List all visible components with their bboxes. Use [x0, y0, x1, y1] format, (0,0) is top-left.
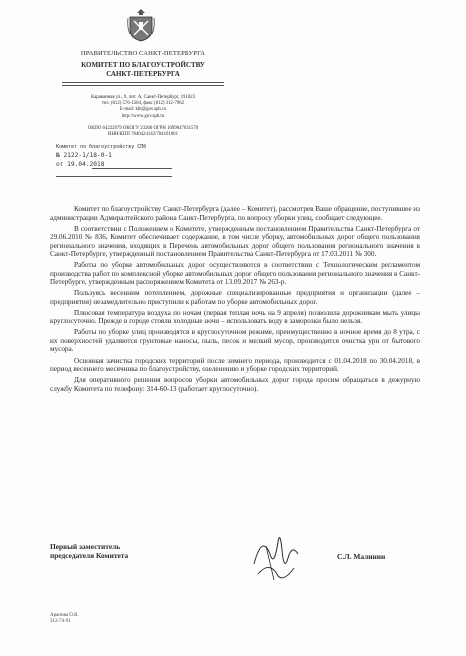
stamp-blank-line — [56, 176, 172, 177]
paragraph: Пользуясь весенним потеплением, дорожные специализированные предприятия и организации (далее – предприятия) незамедлительно приступили к работам по уборке автомобильных дорог. — [50, 289, 420, 306]
executor-name: Арапова О.В. — [50, 613, 79, 618]
executor-phone: 312-74-91 — [50, 619, 71, 625]
handwritten-signature — [248, 524, 304, 582]
codes-line: ОКПО 64222979 ОКОГУ 23260 ОГРН 1099847031570 — [87, 126, 199, 131]
paragraph: Плюсовая температура воздуха по ночам (первая теплая ночь на 9 апреля) позволила дорожникам мыть улицы круглосуточно. Прежде в городе стояли холодные ночи – использовать воду в заморозки было нельзя. — [50, 308, 420, 326]
address-line: Караванная ул., 9, лит. А, Санкт-Петербург, 191023 — [90, 95, 196, 100]
letterhead-divider — [62, 82, 224, 83]
email-line: E-mail: kbt@gov.spb.ru — [119, 107, 167, 113]
paragraph: Работы по уборке автомобильных дорог осуществляются в соответствии с Технологическим регламентом производства работ по комплексной уборке автомобильных дорог общего пользования регионального значения в Санкт-Петербурге, утвержденным распоряжением Комитета от 13.09.2017 № 263-р. — [50, 261, 420, 287]
web-line: http://www.gov.spb.ru — [121, 113, 165, 119]
phone-line: тел. (812) 576-1204, факс (812) 312-7962 — [101, 101, 185, 107]
signatory-name: С.Л. Малинин — [337, 552, 386, 561]
paragraph: Работы по уборке улиц производятся в круглосуточном режиме, преимущественно в ночное время до 8 утра, с их поверхностей удаляются грунтовые наносы, пыль, песок и мелкий мусор, производится очистка урн от бытового мусора. — [50, 328, 420, 354]
executor-block — [50, 613, 79, 626]
committee-title-line1: КОМИТЕТ ПО БЛАГОУСТРОЙСТВУ — [81, 61, 205, 69]
codes-block — [58, 126, 228, 138]
paragraph: В соответствии с Положением о Комитете, утвержденным постановлением Правительства Санкт-Петербурга от 29.06.2010 № 836, Комитет обеспечивает содержание, в том числе уборку, автомобильных дорог общего пользования регионального значения, входящих в Перечень автомобильных дорог общего пользования регионального значения в Санкт-Петербурге, утвержденный постановлением Правительства Санкт-Петербурга от 17.03.2011 № 300. — [50, 224, 420, 259]
paragraph: Комитет по благоустройству Санкт-Петербурга (далее – Комитет), рассмотрев Ваше обращение, поступившее из администрации Адмиралтейского района Санкт-Петербурга, по вопросу уборки улиц, сообщает следующее. — [50, 205, 420, 222]
inn-line: ИНН/КПП 7840424142/784101001 — [108, 132, 178, 138]
letterhead-divider-thin — [62, 85, 224, 86]
signatory-title-line2: председателя Комитета — [50, 550, 129, 560]
contact-block — [58, 95, 228, 120]
stamp-org: Комитет по благоустройству СПб — [56, 144, 147, 150]
government-title: ПРАВИТЕЛЬСТВО САНКТ-ПЕТЕРБУРГА — [80, 50, 206, 57]
paragraph: Основная зачистка городских территорий после зимнего периода, производится с 01.04.2018 по 30.04.2018, в период весеннего месячника по благоустройству, озеленению и уборке городских территорий. — [50, 356, 420, 374]
spb-coat-of-arms-icon — [126, 8, 156, 42]
committee-title-line2: САНКТ-ПЕТЕРБУРГА — [106, 70, 180, 78]
stamp-number: № 2122-1/18-0-1 — [56, 152, 112, 159]
signatory-title — [50, 543, 128, 560]
paragraph: Для оперативного решения вопросов уборки автомобильных дорог города просим обращаться в дежурную службу Комитета по телефону: 314-60-13 (работает круглосуточно). — [50, 376, 420, 393]
stamp-date: от 19.04.2018 — [56, 161, 105, 168]
signatory-title-line1: Первый заместитель — [50, 542, 121, 551]
stamp-underline — [92, 168, 172, 169]
letter-body — [50, 205, 420, 396]
